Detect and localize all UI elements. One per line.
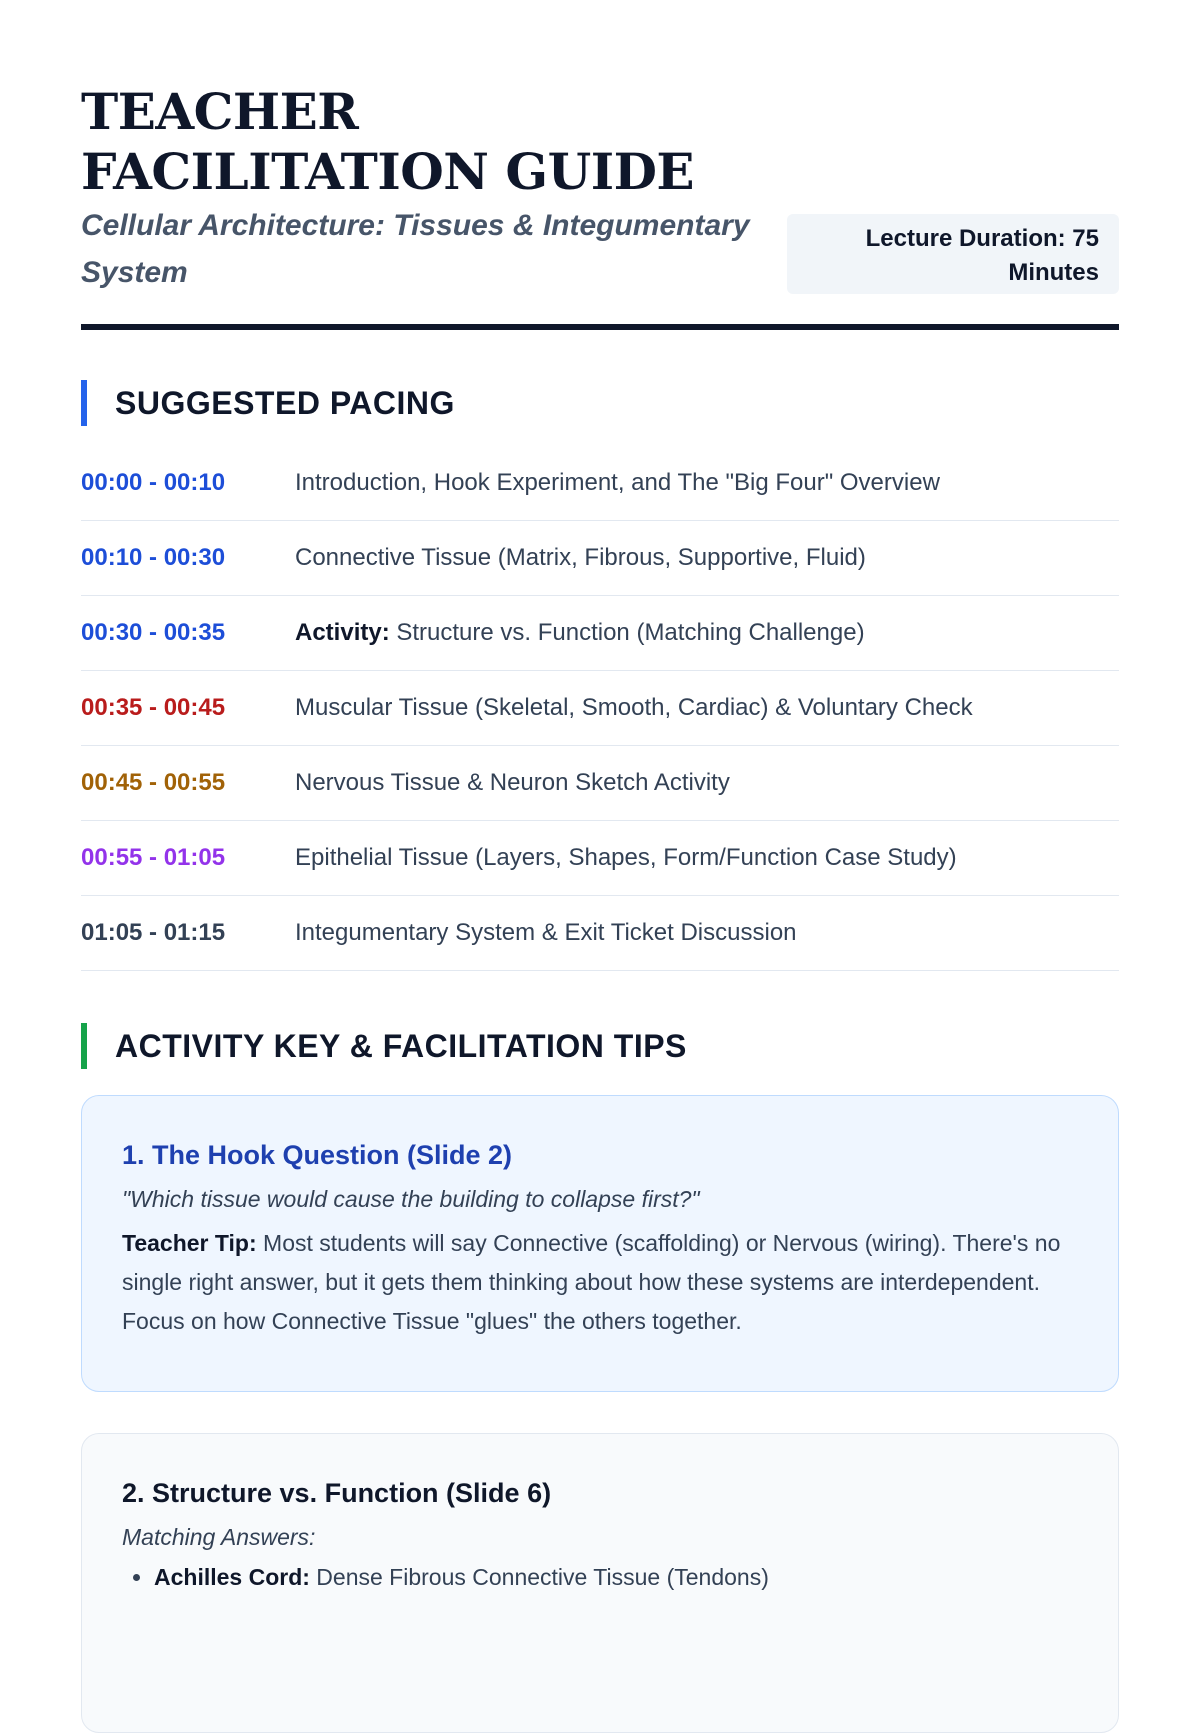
card-title: 2. Structure vs. Function (Slide 6): [122, 1478, 552, 1508]
pacing-description: [295, 844, 957, 872]
pacing-list: [81, 446, 1119, 971]
pacing-description: [295, 919, 797, 947]
pacing-desc-text: Nervous Tissue & Neuron Sketch Activity: [295, 769, 730, 796]
pacing-description: [295, 544, 866, 572]
hook-question-card: [81, 1095, 1119, 1392]
pacing-row: [81, 896, 1119, 971]
card-subheading: Matching Answers:: [122, 1524, 316, 1550]
pacing-time: 00:00 - 00:10: [81, 469, 226, 496]
pacing-section-heading: [81, 380, 1119, 426]
pacing-desc-text: Epithelial Tissue (Layers, Shapes, Form/Function Case Study): [295, 844, 957, 871]
pacing-desc-text: Introduction, Hook Experiment, and The "Big Four" Overview: [295, 469, 940, 496]
answer-text: Dense Fibrous Connective Tissue (Tendons): [309, 1564, 769, 1590]
pacing-desc-text: Integumentary System & Exit Ticket Discussion: [295, 919, 797, 946]
pacing-time: 00:10 - 00:30: [81, 544, 226, 571]
document-title: TEACHER FACILITATION GUIDE: [81, 82, 695, 201]
pacing-description: [295, 694, 973, 722]
pacing-time: 00:45 - 00:55: [81, 769, 226, 796]
pacing-time: 00:55 - 01:05: [81, 844, 226, 871]
document-header: [81, 0, 1119, 330]
pacing-time: 01:05 - 01:15: [81, 919, 226, 946]
card-title: 1. The Hook Question (Slide 2): [122, 1140, 513, 1170]
activity-section-heading: [81, 1023, 1119, 1069]
pacing-time: 00:35 - 00:45: [81, 694, 226, 721]
pacing-desc-text: Structure vs. Function (Matching Challenge): [389, 619, 865, 646]
pacing-row: [81, 596, 1119, 671]
matching-answers-list: [122, 1558, 1078, 1596]
pacing-activity-label: Activity:: [295, 619, 390, 646]
pacing-heading-text: SUGGESTED PACING: [115, 385, 455, 421]
teacher-tip-text: Most students will say Connective (scaffolding) or Nervous (wiring). There's no single right answer, but it gets them thinking about how these systems are interdependent. Focus on how Connective Tissue "glues" the others together.: [122, 1230, 1061, 1334]
pacing-accent-bar: [81, 380, 87, 426]
pacing-description: [295, 619, 865, 647]
answer-label: Achilles Cord:: [154, 1564, 310, 1590]
pacing-desc-text: Muscular Tissue (Skeletal, Smooth, Cardiac) & Voluntary Check: [295, 694, 973, 721]
pacing-row: [81, 446, 1119, 521]
pacing-description: [295, 469, 940, 497]
pacing-row: [81, 671, 1119, 746]
document-subtitle: Cellular Architecture: Tissues & Integumentary System: [81, 209, 750, 289]
pacing-row: [81, 521, 1119, 596]
teacher-tip-label: Teacher Tip:: [122, 1230, 257, 1256]
list-item: [154, 1558, 1078, 1596]
pacing-time: 00:30 - 00:35: [81, 619, 226, 646]
pacing-row: [81, 746, 1119, 821]
pacing-desc-text: Connective Tissue (Matrix, Fibrous, Supportive, Fluid): [295, 544, 866, 571]
card-quote: "Which tissue would cause the building to collapse first?": [122, 1186, 700, 1212]
structure-function-card: [81, 1433, 1119, 1733]
pacing-row: [81, 821, 1119, 896]
pacing-description: [295, 769, 730, 797]
teacher-tip: [122, 1224, 1078, 1341]
duration-badge: Lecture Duration: 75 Minutes: [787, 214, 1119, 294]
activity-accent-bar: [81, 1023, 87, 1069]
activity-heading-text: ACTIVITY KEY & FACILITATION TIPS: [115, 1028, 687, 1064]
